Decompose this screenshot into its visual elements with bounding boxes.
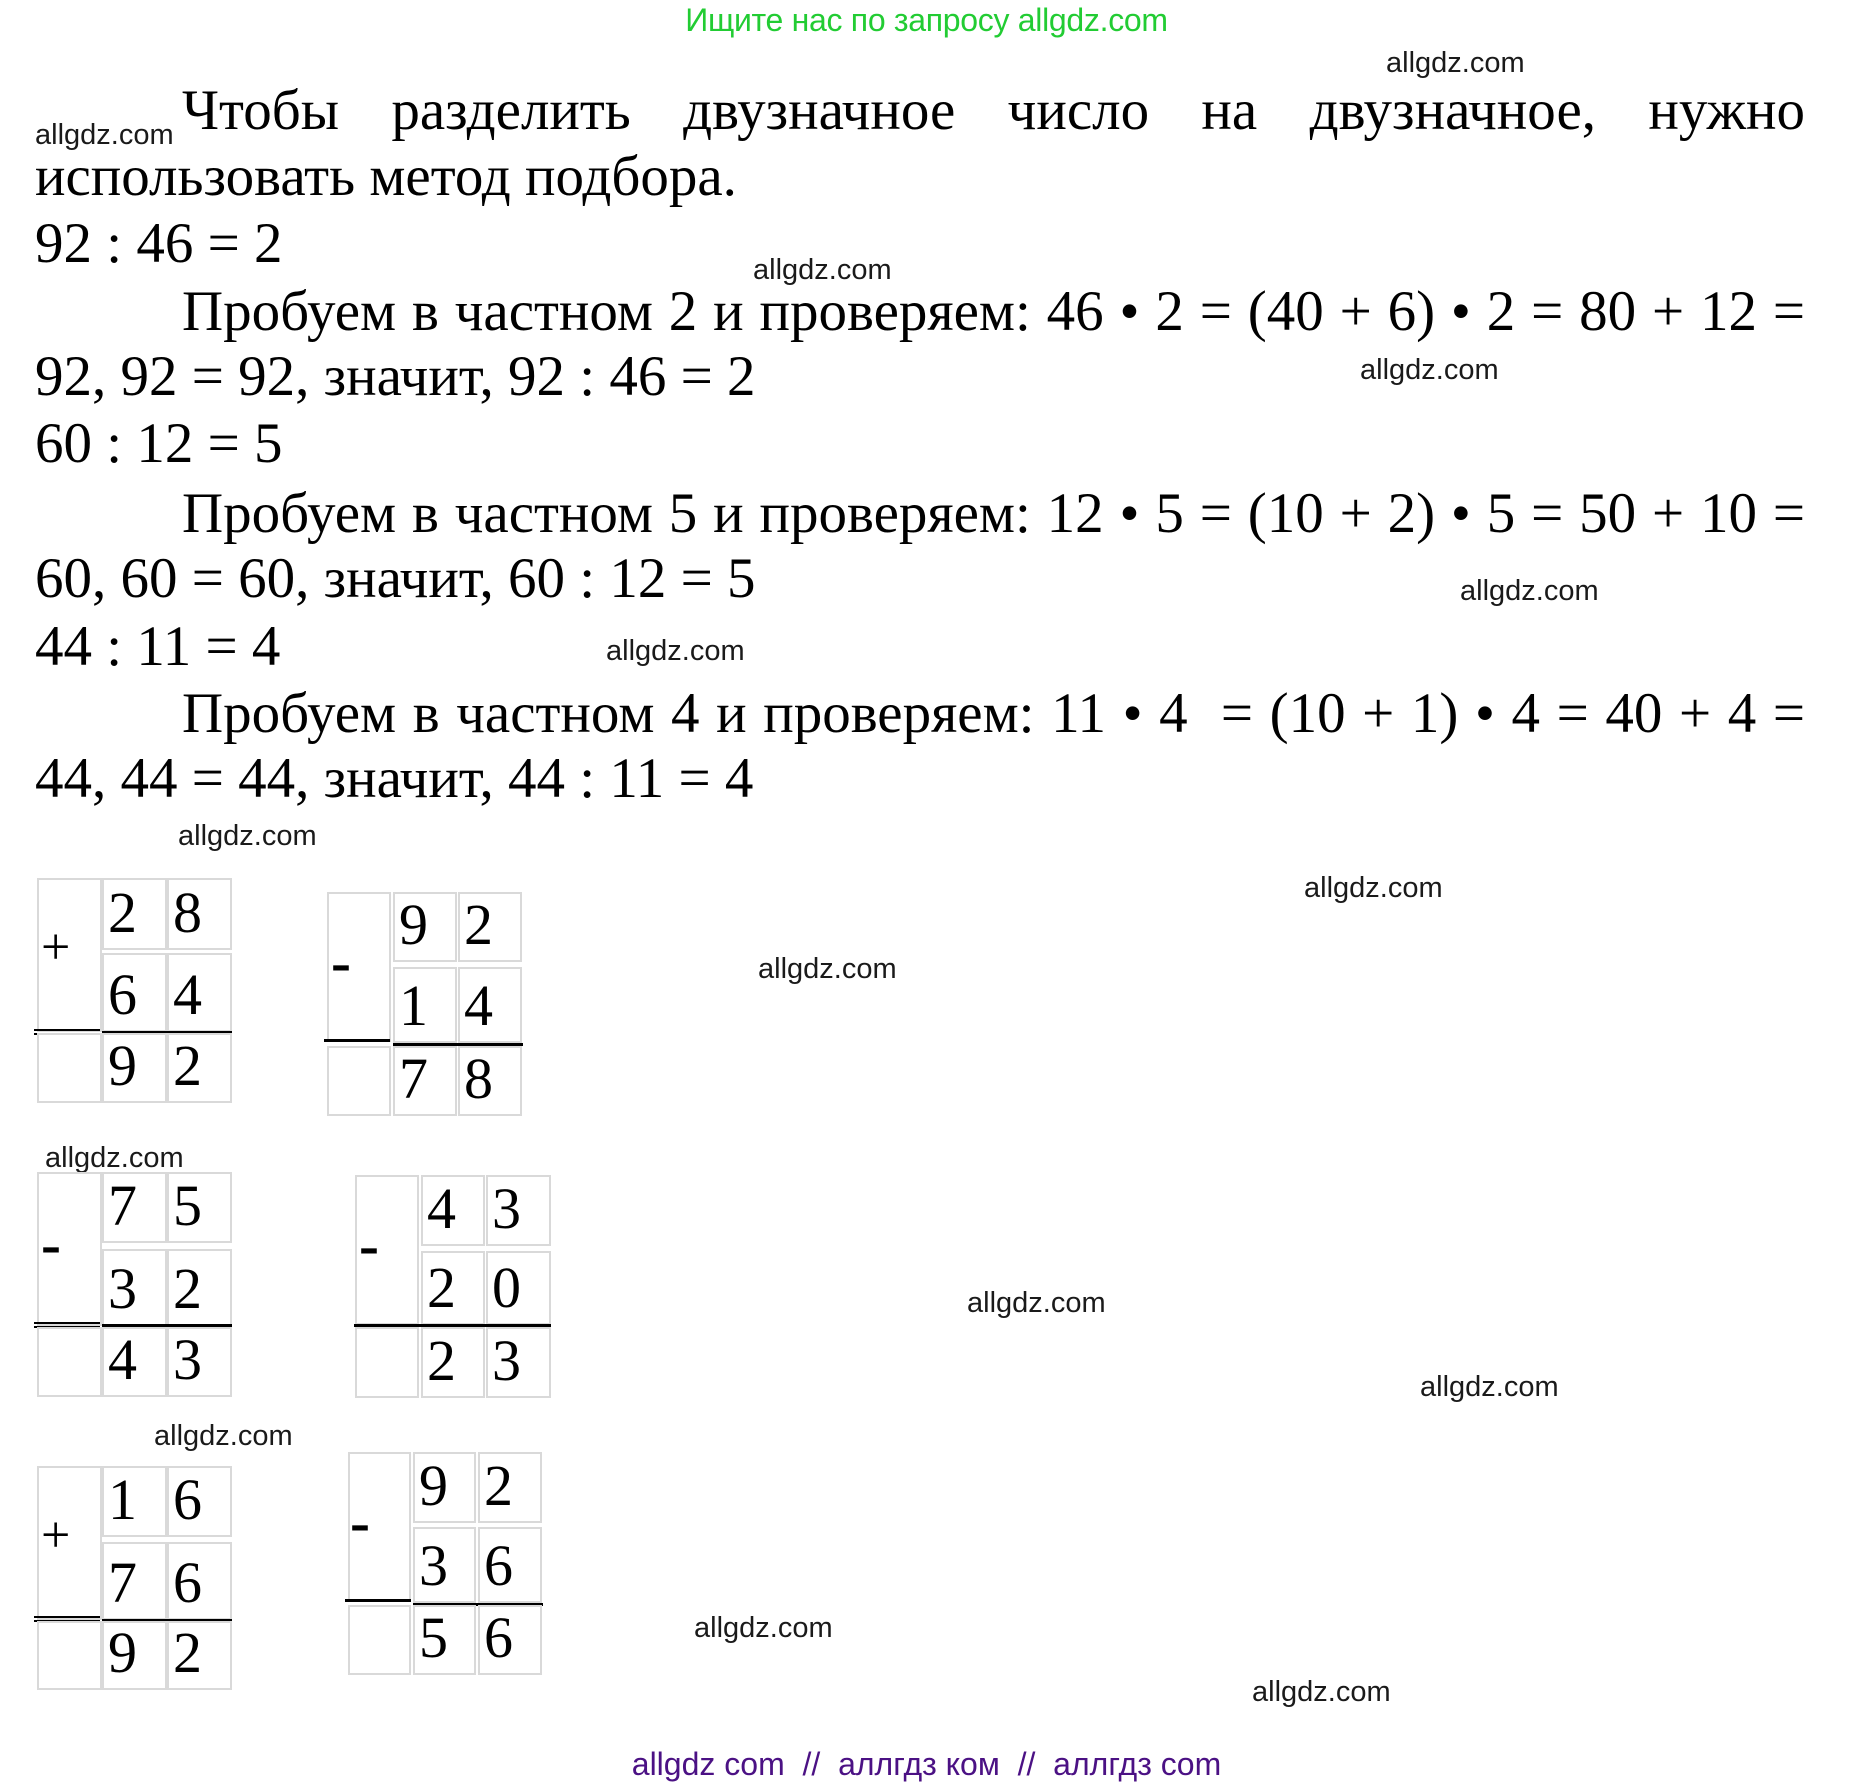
digit: 7	[399, 1046, 428, 1111]
digit-cell	[102, 1621, 167, 1690]
watermark: allgdz.com	[753, 254, 892, 286]
empty-cell	[348, 1605, 411, 1675]
digit-cell	[102, 878, 167, 950]
digit: 4	[108, 1327, 137, 1392]
watermark: allgdz.com	[1386, 47, 1525, 79]
digit-cell	[458, 1046, 522, 1116]
digit-cell	[486, 1327, 551, 1398]
digit: 9	[399, 892, 428, 957]
digit: 3	[492, 1328, 521, 1393]
text-line-9: 44 : 11 = 4	[35, 615, 281, 678]
digit: 8	[464, 1046, 493, 1111]
digit-cell	[478, 1527, 542, 1603]
digit-cell	[102, 1466, 167, 1537]
digit: 6	[173, 1550, 202, 1615]
watermark: allgdz.com	[606, 635, 745, 667]
difference-line	[345, 1599, 411, 1602]
digit: 2	[173, 1256, 202, 1321]
text-line-6: 60 : 12 = 5	[35, 412, 283, 475]
digit-cell	[486, 1175, 551, 1246]
digit: 9	[419, 1453, 448, 1518]
digit-cell	[167, 1542, 232, 1620]
watermark: allgdz.com	[967, 1287, 1106, 1319]
digit: 5	[173, 1173, 202, 1238]
promo-banner-bottom[interactable]: allgdz com // аллгдз ком // аллгдз com	[631, 1746, 1222, 1782]
digit: 4	[427, 1176, 456, 1241]
digit: 3	[108, 1256, 137, 1321]
digit-cell	[102, 1249, 167, 1326]
digit-cell	[102, 1542, 167, 1620]
text-line-3: 92 : 46 = 2	[35, 212, 283, 275]
plus-sign: +	[41, 919, 71, 976]
watermark: allgdz.com	[35, 119, 174, 151]
digit-cell	[167, 1172, 232, 1243]
digit-cell	[167, 953, 232, 1032]
watermark: allgdz.com	[758, 953, 897, 985]
digit-cell	[167, 878, 232, 950]
empty-cell	[37, 1621, 102, 1690]
digit: 2	[464, 892, 493, 957]
digit: 3	[419, 1533, 448, 1598]
minus-sign: -	[331, 929, 351, 995]
digit: 8	[173, 880, 202, 945]
digit-cell	[421, 1251, 485, 1325]
empty-cell	[37, 1033, 102, 1103]
digit: 2	[173, 1620, 202, 1685]
watermark: allgdz.com	[1304, 872, 1443, 904]
watermark: allgdz.com	[45, 1142, 184, 1174]
digit: 4	[464, 973, 493, 1038]
digit-cell	[102, 1172, 167, 1243]
empty-cell	[327, 1046, 391, 1116]
watermark: allgdz.com	[1420, 1371, 1559, 1403]
digit-cell	[486, 1251, 551, 1325]
digit-cell	[102, 1327, 167, 1397]
watermark: allgdz.com	[154, 1420, 293, 1452]
minus-sign: -	[350, 1489, 370, 1555]
digit: 2	[427, 1328, 456, 1393]
watermark: allgdz.com	[1460, 575, 1599, 607]
digit-cell	[421, 1175, 485, 1246]
digit-cell	[421, 1327, 485, 1398]
digit: 2	[484, 1453, 513, 1518]
digit: 2	[173, 1033, 202, 1098]
digit: 6	[173, 1467, 202, 1532]
digit-cell	[167, 1249, 232, 1326]
watermark: allgdz.com	[1360, 354, 1499, 386]
text-line-11: 44, 44 = 44, значит, 44 : 11 = 4	[35, 747, 754, 810]
empty-cell	[37, 1327, 102, 1397]
minus-sign: -	[359, 1212, 379, 1278]
digit-cell	[458, 967, 522, 1043]
digit-cell	[478, 1605, 542, 1675]
digit: 2	[427, 1255, 456, 1320]
plus-sign: +	[41, 1507, 71, 1564]
digit: 6	[108, 962, 137, 1027]
digit: 2	[108, 880, 137, 945]
watermark: allgdz.com	[694, 1612, 833, 1644]
minus-sign: -	[41, 1211, 61, 1277]
empty-cell	[355, 1327, 419, 1398]
text-line-10: Пробуем в частном 4 и проверяем: 11 • 4 = (10 + 1) • 4 = 40 + 4 =	[182, 682, 1805, 745]
digit-cell	[102, 1033, 167, 1103]
digit-cell	[102, 953, 167, 1032]
digit: 7	[108, 1550, 137, 1615]
digit-cell	[167, 1621, 232, 1690]
text-line-4: Пробуем в частном 2 и проверяем: 46 • 2 = (40 + 6) • 2 = 80 + 12 =	[182, 280, 1805, 343]
text-line-8: 60, 60 = 60, значит, 60 : 12 = 5	[35, 547, 756, 610]
digit: 6	[484, 1533, 513, 1598]
digit: 9	[108, 1620, 137, 1685]
promo-banner-top[interactable]: Ищите нас по запросу allgdz.com	[685, 2, 1168, 38]
digit-cell	[413, 1452, 476, 1523]
digit: 3	[492, 1176, 521, 1241]
digit: 4	[173, 962, 202, 1027]
digit-cell	[167, 1033, 232, 1103]
text-line-7: Пробуем в частном 5 и проверяем: 12 • 5 = (10 + 2) • 5 = 50 + 10 =	[182, 482, 1805, 545]
digit-cell	[413, 1605, 476, 1675]
digit-cell	[393, 1046, 457, 1116]
watermark: allgdz.com	[1252, 1676, 1391, 1708]
digit-cell	[478, 1452, 542, 1523]
digit-cell	[393, 967, 457, 1043]
digit: 9	[108, 1033, 137, 1098]
digit-cell	[413, 1527, 476, 1603]
text-line-5: 92, 92 = 92, значит, 92 : 46 = 2	[35, 345, 756, 408]
digit: 5	[419, 1605, 448, 1670]
digit-cell	[393, 892, 457, 962]
digit: 1	[108, 1467, 137, 1532]
digit-cell	[167, 1327, 232, 1397]
text-line-1: Чтобы разделить двузначное число на двузначное, нужно	[182, 79, 1805, 142]
digit-cell	[458, 892, 522, 962]
digit: 7	[108, 1173, 137, 1238]
digit: 3	[173, 1327, 202, 1392]
digit: 0	[492, 1255, 521, 1320]
digit: 1	[399, 973, 428, 1038]
digit-cell	[167, 1466, 232, 1537]
difference-line	[324, 1039, 390, 1042]
text-line-2: использовать метод подбора.	[35, 145, 737, 208]
digit: 6	[484, 1605, 513, 1670]
watermark: allgdz.com	[178, 820, 317, 852]
